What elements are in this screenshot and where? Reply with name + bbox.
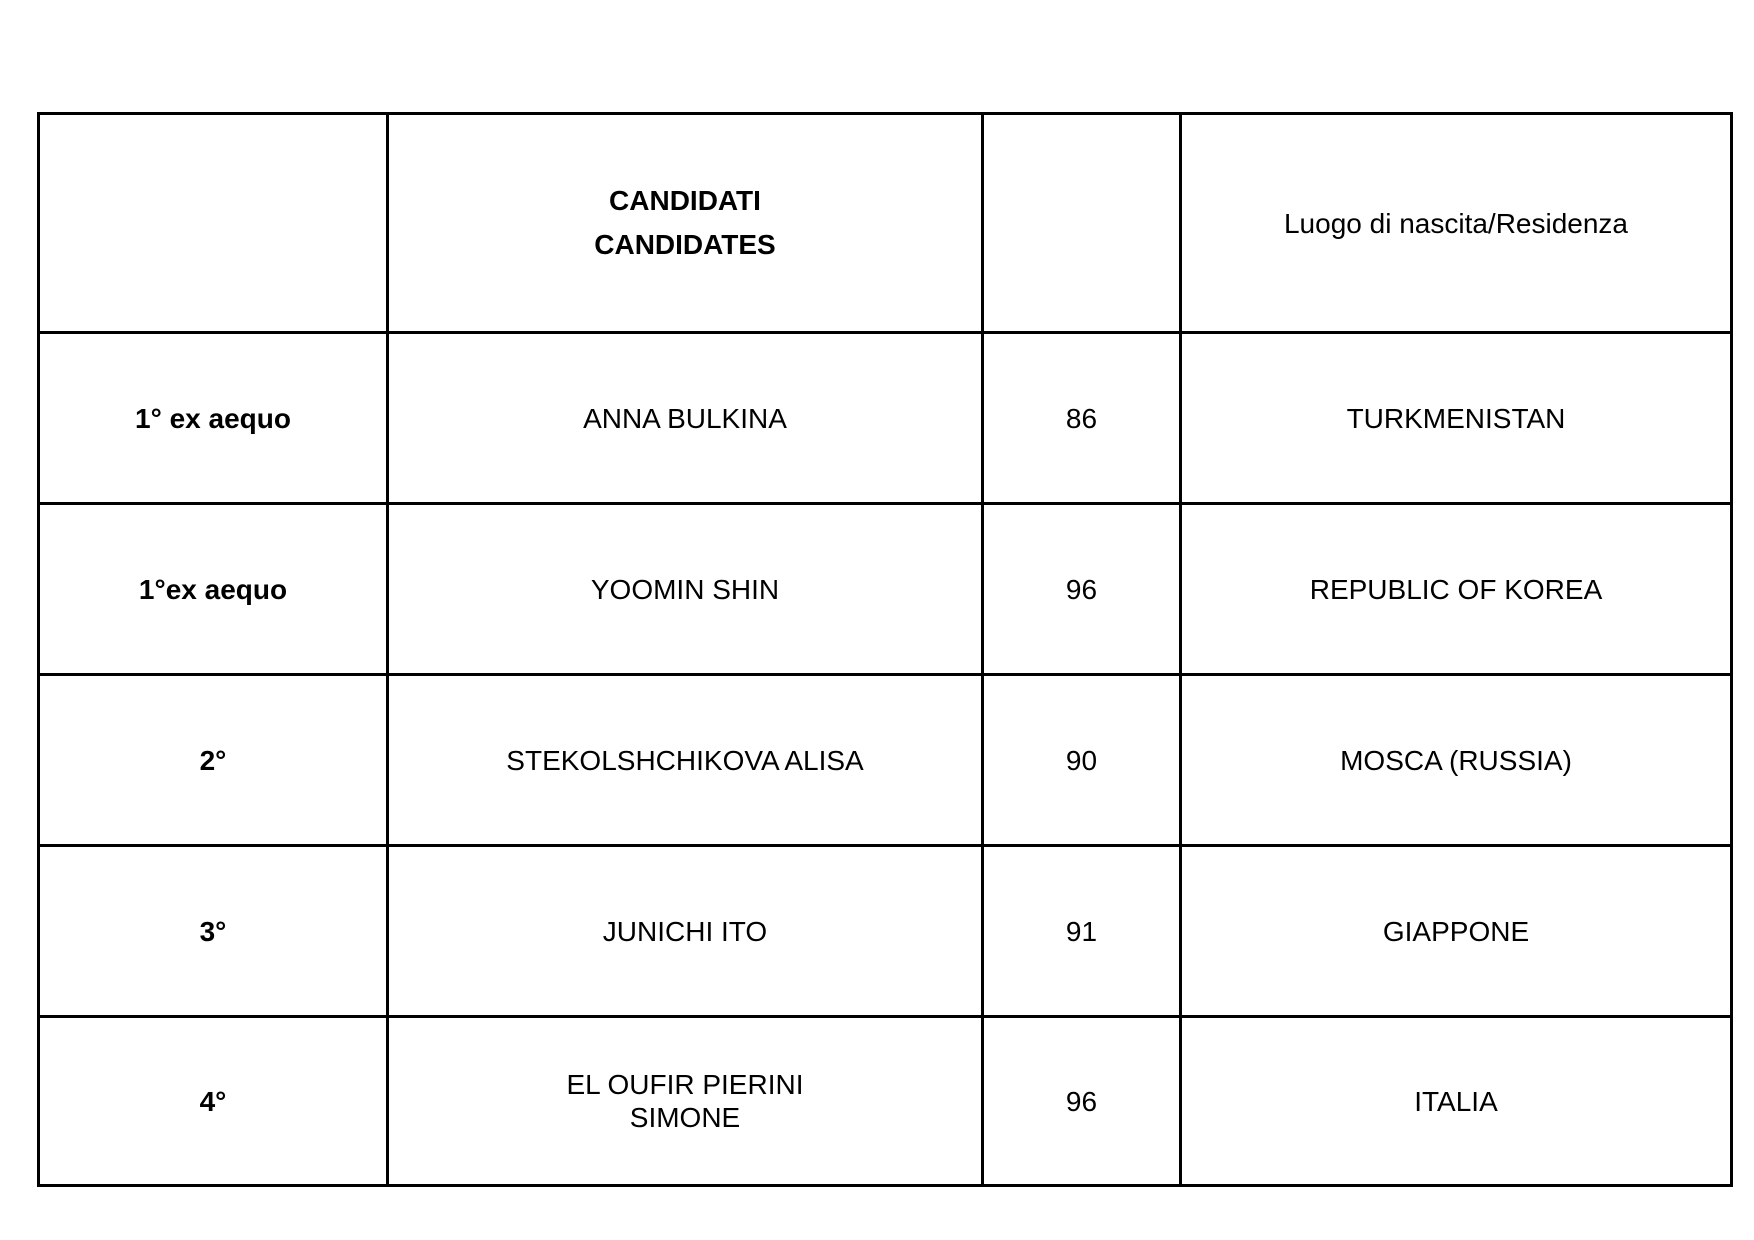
place-cell: ITALIA [1181,1017,1732,1186]
header-place-cell: Luogo di nascita/Residenza [1181,114,1732,333]
candidate-name-cell [388,504,983,675]
place-cell: MOSCA (RUSSIA) [1181,675,1732,846]
table-row [39,675,1732,846]
rank-cell: 1° ex aequo [39,333,388,504]
candidate-name-line-2: SIMONE [629,1102,741,1133]
header-candidates-cell [388,114,983,333]
candidate-name: STEKOLSHCHIKOVA ALISA [506,744,864,776]
place-cell: TURKMENISTAN [1181,333,1732,504]
table-row [39,504,1732,675]
candidate-name-cell [388,1017,983,1186]
candidate-name: JUNICHI ITO [602,915,768,947]
header-candidates-en: CANDIDATES [594,229,776,260]
score-cell: 91 [983,846,1181,1017]
candidate-name-cell [388,675,983,846]
candidate-name: YOOMIN SHIN [590,573,780,605]
results-table [37,112,1733,1187]
table-row [39,1017,1732,1186]
score-cell: 90 [983,675,1181,846]
place-cell: GIAPPONE [1181,846,1732,1017]
header-candidates-it: CANDIDATI [609,185,761,216]
rank-cell: 2° [39,675,388,846]
table-row [39,333,1732,504]
candidate-name-cell [388,333,983,504]
rank-cell: 3° [39,846,388,1017]
header-rank-cell [39,114,388,333]
candidate-name: ANNA BULKINA [583,402,787,434]
table-row [39,846,1732,1017]
score-cell: 86 [983,333,1181,504]
score-cell: 96 [983,504,1181,675]
header-score-cell [983,114,1181,333]
candidate-name-line-1: EL OUFIR PIERINI [566,1069,804,1100]
candidate-name-cell [388,846,983,1017]
table-header-row [39,114,1732,333]
score-cell: 96 [983,1017,1181,1186]
rank-cell: 1°ex aequo [39,504,388,675]
place-cell: REPUBLIC OF KOREA [1181,504,1732,675]
rank-cell: 4° [39,1017,388,1186]
